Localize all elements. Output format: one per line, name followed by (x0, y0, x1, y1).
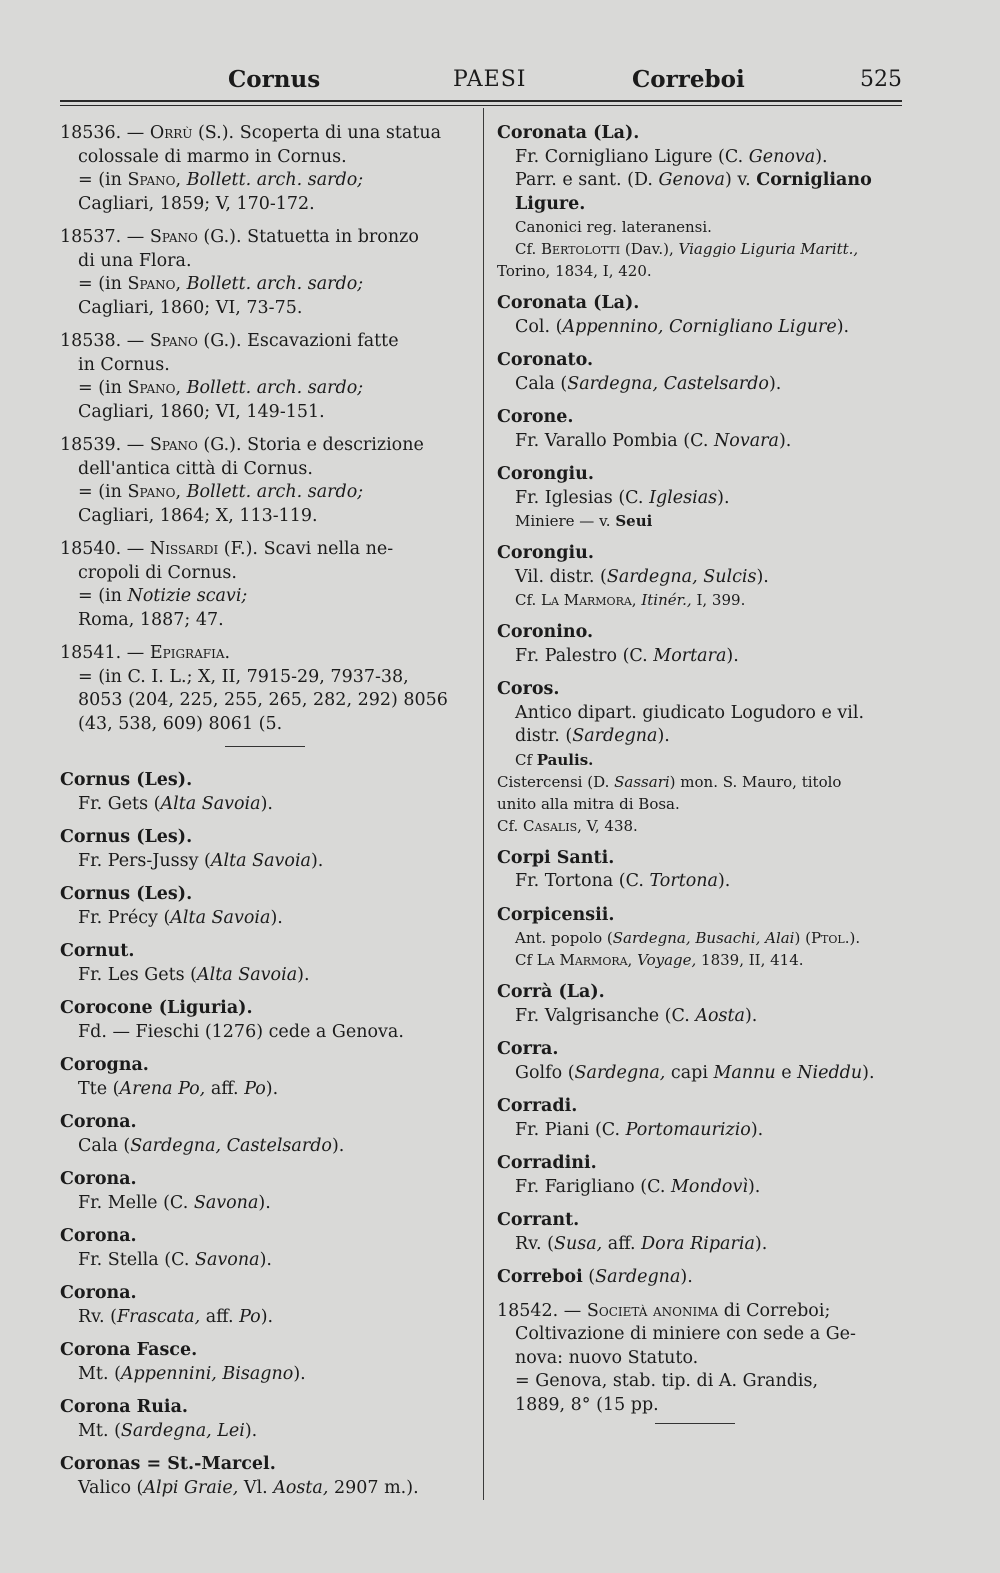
entry-headword: Corona. (60, 1169, 137, 1189)
entry-headword: Corrà (La). (497, 982, 605, 1002)
entry-body: Fr. Piani (C. Portomaurizio). (515, 1119, 764, 1140)
entry-body: Fd. — Fieschi (1276) cede a Genova. (78, 1021, 404, 1042)
ref-source-line: = (in Spano, Bollett. arch. sardo; (78, 170, 364, 190)
entry-headword: Cornus (Les). (60, 827, 193, 847)
place-entry (60, 997, 476, 1044)
entry-headword: Corona. (60, 1112, 137, 1132)
entry-headword: Cornut. (60, 941, 135, 961)
place-entry (60, 769, 476, 816)
entry-citation: Cf. La Marmora, Itinér., I, 399. (515, 591, 746, 609)
ref-author: Epigrafia. (149, 643, 231, 663)
entry-headword: Corrant. (497, 1210, 580, 1230)
entry-body: Golfo (Sardegna, capi Mannu e Nieddu). (515, 1062, 875, 1083)
entry-body: Fr. Valgrisanche (C. Aosta). (515, 1005, 758, 1026)
entry-headword: Coronata (La). (497, 123, 640, 143)
entry-headword: Corone. (497, 407, 574, 427)
place-entry (60, 1225, 476, 1272)
running-header (60, 62, 902, 98)
entry-note: Cistercensi (D. Sassari) mon. S. Mauro, titolo (497, 772, 842, 791)
entry-headword: Corongiu. (497, 543, 594, 563)
entry-headword: Corona Fasce. (60, 1340, 198, 1360)
entry-citation: Cf La Marmora, Voyage, 1839, II, 414. (515, 951, 804, 969)
place-entry (60, 1111, 476, 1158)
entry-note: Canonici reg. lateranensi. (515, 218, 712, 236)
entry-note: Miniere — v. Seui (515, 512, 653, 530)
end-separator (655, 1423, 735, 1424)
header-rule-thin (60, 105, 902, 106)
ref-number: 18540. (60, 539, 122, 559)
ref-publication: Cagliari, 1864; X, 113-119. (78, 505, 318, 526)
entry-body: Fr. Varallo Pombia (C. Novara). (515, 430, 792, 451)
bibliography-entry (60, 434, 476, 528)
place-entry (60, 1282, 476, 1329)
entry-body: Cala (Sardegna, Castelsardo). (78, 1135, 345, 1156)
ref-heading-line: 18537. — Spano (G.). Statuetta in bronzo (60, 227, 419, 247)
ref-number: 18541. (60, 643, 122, 663)
ref-source-line: = (in Notizie scavi; (78, 586, 248, 606)
place-entry-coronino: Coronino. Fr. Palestro (C. Mortara). (497, 621, 907, 668)
ref-author: Spano (G.). (149, 331, 242, 351)
place-entry (497, 349, 907, 396)
header-section: PAESI (453, 67, 527, 92)
ref-author: Società anonima (586, 1300, 719, 1321)
ref-title: Scavi nella ne- (263, 539, 394, 559)
place-entry (60, 1339, 476, 1386)
entry-headword: Cornus (Les). (60, 770, 193, 790)
entry-body: Cala (Sardegna, Castelsardo). (515, 373, 782, 394)
ref-title: Escavazioni fatte (247, 331, 399, 351)
ref-number: 18537. (60, 227, 122, 247)
entry-citation-cont: Torino, 1834, I, 420. (497, 262, 652, 280)
bibliography-entry (60, 538, 476, 632)
ref-title-cont: colossale di marmo in Cornus. (78, 146, 347, 167)
place-entry-correboi: Correboi (Sardegna). (497, 1267, 693, 1287)
ref-heading-line: 18536. — Orrù (S.). Scoperta di una statua (60, 123, 442, 143)
bibliography-entry (60, 226, 476, 320)
ref-source-line: = (in Spano, Bollett. arch. sardo; (78, 378, 364, 398)
entry-body: Mt. (Sardegna, Lei). (78, 1420, 258, 1441)
bibliography-entry (60, 330, 476, 424)
entry-body: Fr. Précy (Alta Savoia). (78, 907, 283, 928)
ref-number: 18538. (60, 331, 122, 351)
ref-author: Nissardi (F.). (149, 539, 258, 559)
ref-publication: Roma, 1887; 47. (78, 609, 224, 630)
ref-title: Scoperta di una statua (239, 123, 442, 143)
ref-title-cont: in Cornus. (78, 354, 170, 375)
place-entry (60, 1168, 476, 1215)
entry-headword: Corongiu. (497, 464, 594, 484)
ref-author: Spano (G.). (149, 435, 242, 455)
entry-body: Fr. Stella (C. Savona). (78, 1249, 272, 1270)
place-entries (60, 769, 476, 1500)
entry-body: Fr. Melle (C. Savona). (78, 1192, 271, 1213)
entry-headword: Corpi Santi. (497, 847, 615, 868)
entry-headword: Coronas = St.-Marcel. (60, 1454, 276, 1474)
place-entry (60, 826, 476, 873)
place-entry-corpicensii: Corpicensii. Ant. popolo (Sardegna, Busachi, Alai) (Ptol.). Cf La Marmora, Voyage, 1839, II, 414. (497, 904, 907, 972)
place-entries-a (497, 292, 907, 453)
place-entries-b (497, 981, 907, 1256)
entry-headword: Corpicensii. (497, 904, 615, 925)
ref-title: Statuetta in bronzo (247, 227, 419, 247)
ref-title-cont: di una Flora. (78, 250, 192, 271)
header-right-word: Correboi (632, 66, 745, 93)
ref-number: 18539. (60, 435, 122, 455)
ref-number: 18542. (497, 1300, 559, 1321)
ref-title-cont: cropoli di Cornus. (78, 562, 237, 583)
bibliography-refs (60, 122, 476, 632)
ref-number: 18536. (60, 123, 122, 143)
place-entry (497, 1095, 907, 1142)
place-entry (497, 1038, 907, 1085)
place-entry (60, 1396, 476, 1443)
place-entry-corongiu-2: Corongiu. Vil. distr. (Sardegna, Sulcis). Cf. La Marmora, Itinér., I, 399. (497, 542, 907, 611)
ref-heading-line: 18539. — Spano (G.). Storia e descrizione (60, 435, 424, 455)
bibliography-entry-18542: 18542. — Società anonima di Correboi; Coltivazione di miniere con sede a Ge- nova: nuovo Statuto. = Genova, stab. tip. di A. Grandis, 1889, 8° (15 pp. (497, 1300, 907, 1425)
ref-source-line: = (in Spano, Bollett. arch. sardo; (78, 482, 364, 502)
place-entry (60, 1054, 476, 1101)
entry-headword: Corona. (60, 1226, 137, 1246)
place-entry (497, 1209, 907, 1256)
entry-headword: Corradini. (497, 1153, 597, 1173)
place-entry (497, 981, 907, 1028)
ref-title-cont: dell'antica città di Cornus. (78, 458, 313, 479)
ref-line: (43, 538, 609) 8061 (5. (78, 713, 283, 734)
ref-heading-line: 18540. — Nissardi (F.). Scavi nella ne- (60, 539, 394, 559)
column-divider (483, 108, 484, 1500)
entry-headword: Corocone (Liguria). (60, 998, 253, 1018)
entry-body: Fr. Pers-Jussy (Alta Savoia). (78, 850, 324, 871)
ref-line: = (in C. I. L.; X, II, 7915-29, 7937-38, (78, 666, 409, 687)
entry-headword: Coronato. (497, 350, 594, 370)
bibliography-entry (60, 122, 476, 216)
place-entry (60, 883, 476, 930)
header-rule-thick (60, 100, 902, 102)
entry-headword: Coros. (497, 679, 560, 699)
entry-headword: Corona Ruia. (60, 1397, 188, 1417)
place-entry-corpi-santi: Corpi Santi. Fr. Tortona (C. Tortona). (497, 847, 907, 894)
entry-headword: Corradi. (497, 1096, 578, 1116)
entry-headword: Coronata (La). (497, 293, 640, 313)
ref-source-line: = (in Spano, Bollett. arch. sardo; (78, 274, 364, 294)
page-number: 525 (860, 67, 902, 92)
place-entry-corongiu: Corongiu. Fr. Iglesias (C. Iglesias). Miniere — v. Seui (497, 463, 907, 532)
entry-headword: Corona. (60, 1283, 137, 1303)
entry-headword: Correboi (497, 1267, 583, 1287)
ref-title: Storia e descrizione (247, 435, 424, 455)
right-column (497, 122, 907, 1434)
entry-citation: Cf. Bertolotti (Dav.), Viaggio Liguria Maritt., (515, 240, 859, 258)
ref-author: Spano (G.). (149, 227, 242, 247)
entry-body: Rv. (Susa, aff. Dora Riparia). (515, 1233, 768, 1254)
entry-headword: Coronino. (497, 622, 594, 642)
ref-heading-line: 18538. — Spano (G.). Escavazioni fatte (60, 331, 399, 351)
ref-author: Orrù (S.). (149, 123, 235, 143)
place-entry (497, 1152, 907, 1199)
place-entry (497, 292, 907, 339)
ref-publication: Cagliari, 1860; VI, 73-75. (78, 297, 303, 318)
section-separator (225, 746, 305, 747)
entry-body: Fr. Farigliano (C. Mondovì). (515, 1176, 761, 1197)
place-entry-coros: Coros. Antico dipart. giudicato Logudoro e vil. distr. (Sardegna). Cf Paulis. Cistercensi (D. Sassari) mon. S. Mauro, titolo unito alla mitra di Bosa. Cf. Casalis, V, 438. (497, 678, 907, 837)
entry-headword: Cornus (Les). (60, 884, 193, 904)
entry-body: Fr. Les Gets (Alta Savoia). (78, 964, 310, 985)
header-left-word: Cornus (228, 66, 321, 93)
place-entry (60, 1453, 476, 1500)
entry-headword: Corogna. (60, 1055, 149, 1075)
ref-line: 8053 (204, 225, 255, 265, 282, 292) 8056 (78, 690, 448, 710)
left-column (60, 122, 476, 1510)
place-entry (497, 406, 907, 453)
bibliography-entry-18541: 18541. — Epigrafia. = (in C. I. L.; X, II, 7915-29, 7937-38, 8053 (204, 225, 255, 265, 282, 292) 8056 (43, 538, 609) 8061 (5. (60, 642, 476, 736)
entry-crossref: Cf Paulis. (515, 750, 594, 769)
entry-body: Valico (Alpi Graie, Vl. Aosta, 2907 m.). (78, 1477, 419, 1498)
entry-headword: Corra. (497, 1039, 559, 1059)
entry-body: Mt. (Appennini, Bisagno). (78, 1363, 306, 1384)
entry-body: Col. (Appennino, Cornigliano Ligure). (515, 316, 850, 337)
entry-body: Fr. Gets (Alta Savoia). (78, 793, 273, 814)
place-entry-coronata: Coronata (La). Fr. Cornigliano Ligure (C. Genova). Parr. e sant. (D. Genova) v. Cornigliano Ligure. Canonici reg. lateranensi. Cf. Bertolotti (Dav.), Viaggio Liguria Maritt., Torino, 1834, I, 420. (497, 122, 907, 282)
entry-body: Tte (Arena Po, aff. Po). (78, 1078, 279, 1099)
ref-publication: Cagliari, 1859; V, 170-172. (78, 193, 315, 214)
ref-publication: Cagliari, 1860; VI, 149-151. (78, 401, 325, 422)
place-entry (60, 940, 476, 987)
entry-body: Rv. (Frascata, aff. Po). (78, 1306, 274, 1327)
entry-citation: Cf. Casalis, V, 438. (497, 816, 638, 835)
